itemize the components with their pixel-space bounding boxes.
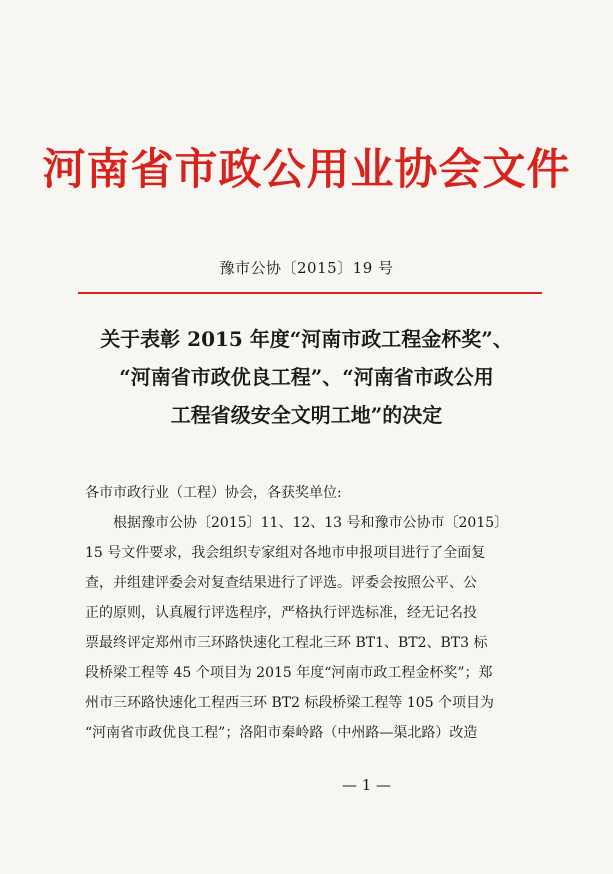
document-title [60, 320, 553, 434]
title-line: “河南省市政优良工程”、“河南省市政公用 [119, 365, 494, 389]
body-line: 州市三环路快速化工程西三环 BT2 标段桥梁工程等 105 个项目为 [85, 695, 495, 711]
body-line: 正的原则，认真履行评选程序，严格执行评选标准，经无记名投 [85, 605, 477, 621]
body-line: 15 号文件要求，我会组织专家组对各地市申报项目进行了全面复 [85, 545, 486, 561]
page-number [0, 776, 613, 794]
document-number: 豫市公协〔2015〕19 号 [219, 259, 394, 277]
issuer-masthead: 河南省市政公用业协会文件 [42, 145, 571, 195]
body-line: 段桥梁工程等 45 个项目为 2015 年度“河南市政工程金杯奖”；郑 [85, 665, 493, 681]
document-body [85, 478, 540, 748]
page-number-text: — 1 — [341, 776, 392, 794]
salutation: 各市市政行业（工程）协会，各获奖单位: [85, 485, 342, 501]
body-line: “河南省市政优良工程”；洛阳市秦岭路（中州路—渠北路）改造 [85, 725, 478, 741]
body-line: 查，并组建评委会对复查结果进行了评选。评委会按照公平、公 [85, 575, 477, 591]
title-line: 关于表彰 2015 年度“河南市政工程金杯奖”、 [100, 327, 513, 351]
red-divider-line [78, 292, 542, 294]
title-line: 工程省级安全文明工地”的决定 [170, 403, 443, 427]
body-line: 票最终评定郑州市三环路快速化工程北三环 BT1、BT2、BT3 标 [85, 635, 488, 651]
body-line: 根据豫市公协〔2015〕11、12、13 号和豫市公协市〔2015〕 [113, 515, 509, 531]
